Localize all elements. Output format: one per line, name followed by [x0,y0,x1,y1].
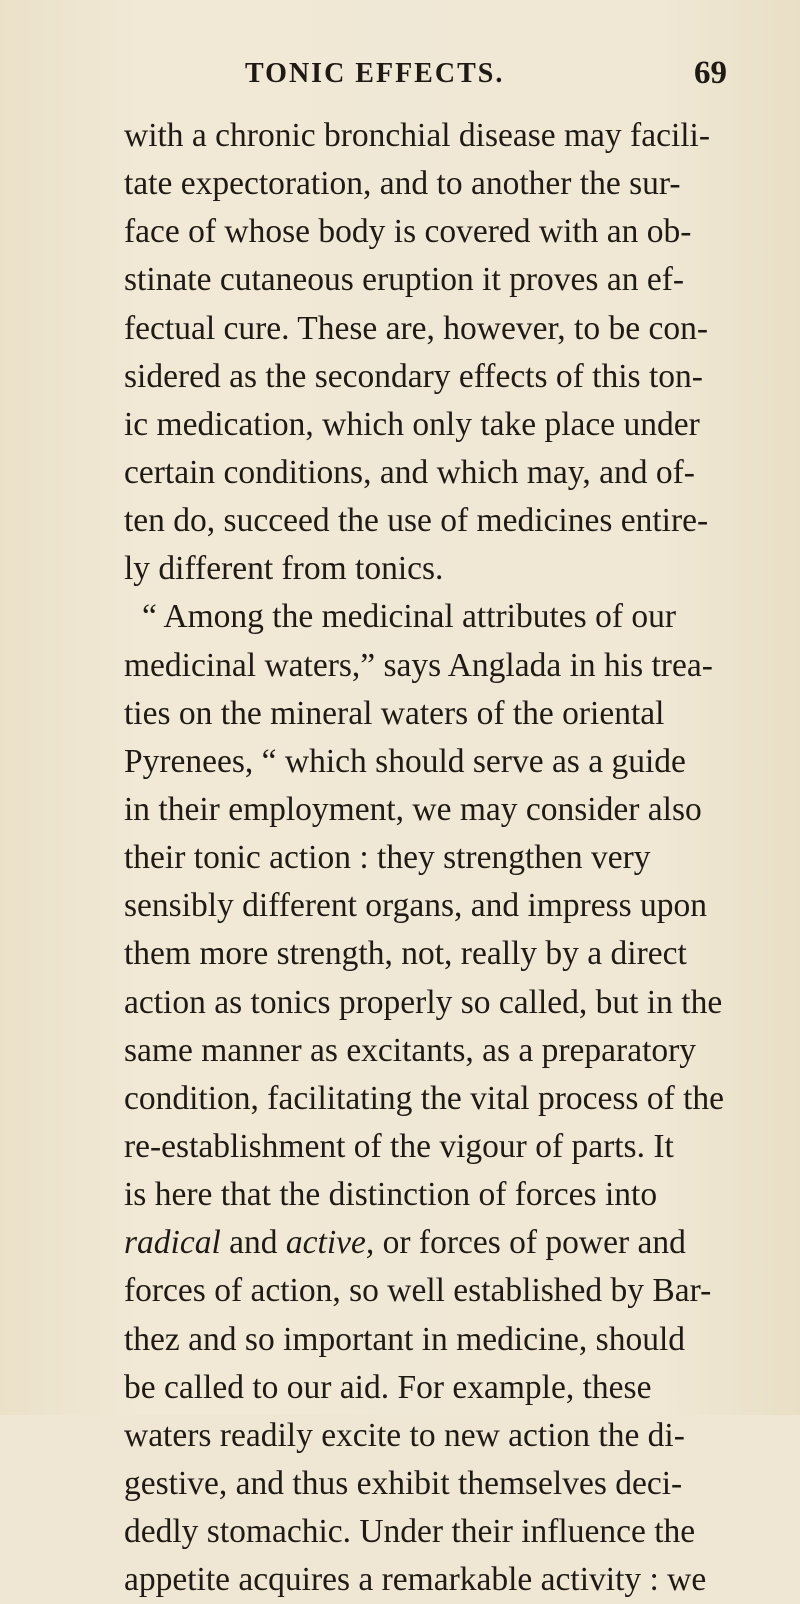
text-line-10-content: ly different from tonics. [124,550,444,588]
text-line-25-content: forces of action, so well established by Bar- [124,1272,712,1310]
text-line-26 [124,1316,746,1364]
text-line-5-content: fectual cure. These are, however, to be con- [124,309,708,347]
text-line-17 [124,882,746,930]
text-line-31 [124,1556,746,1604]
line-24-rest: or forces of power and [374,1224,686,1262]
text-line-5 [124,305,746,353]
text-line-19-content: action as tonics properly so called, but in the [124,983,723,1021]
body-text [124,112,746,1604]
text-line-4-content: stinate cutaneous eruption it proves an ef- [124,261,685,299]
text-line-6-content: sidered as the secondary effects of this ton- [124,357,703,395]
text-line-29 [124,1460,746,1508]
page-number: 69 [694,55,727,91]
text-line-7-content: ic medication, which only take place under [124,405,700,443]
text-line-22-content: re-establishment of the vigour of parts. It [124,1127,674,1165]
text-line-24-content [124,1219,686,1267]
text-line-9-content: ten do, succeed the use of medicines entire- [124,502,709,540]
text-line-30 [124,1508,746,1556]
text-line-4 [124,256,746,304]
text-line-13-content: ties on the mineral waters of the oriental [124,694,665,732]
text-line-23 [124,1171,746,1219]
text-line-28 [124,1412,746,1460]
text-line-9 [124,497,746,545]
text-line-18-content: them more strength, not, really by a direct [124,935,687,973]
text-line-18 [124,930,746,978]
text-line-2 [124,160,746,208]
text-line-20-content: same manner as excitants, as a preparatory [124,1031,697,1069]
text-line-15 [124,786,746,834]
text-line-12 [124,642,746,690]
text-line-25 [124,1267,746,1315]
text-line-12-content: medicinal waters,” says Anglada in his trea- [124,646,713,684]
text-line-27 [124,1364,746,1412]
text-line-26-content: thez and so important in medicine, should [124,1320,686,1358]
text-line-8 [124,449,746,497]
italic-active: active, [285,1224,375,1262]
text-line-31-content: appetite acquires a remarkable activity : we [124,1561,707,1599]
text-line-19 [124,979,746,1027]
italic-radical: radical [124,1224,221,1262]
text-line-11-content: “ Among the medicinal attributes of our [142,598,677,636]
text-line-29-content: gestive, and thus exhibit themselves deci- [124,1464,683,1502]
text-line-6 [124,353,746,401]
text-line-22 [124,1123,746,1171]
text-line-1-content: with a chronic bronchial disease may facili- [124,117,711,154]
text-line-21-content: condition, facilitating the vital process of the [124,1079,725,1117]
text-line-1 [124,112,746,160]
text-line-2-content: tate expectoration, and to another the sur- [124,165,681,203]
text-line-16-content: their tonic action : they strengthen very [124,839,651,877]
text-line-27-content: be called to our aid. For example, these [124,1368,652,1406]
text-line-28-content: waters readily excite to new action the di- [124,1416,685,1454]
text-line-21 [124,1075,746,1123]
text-line-23-content: is here that the distinction of forces into [124,1176,658,1214]
text-line-8-content: certain conditions, and which may, and of- [124,453,695,491]
text-line-11 [124,593,746,641]
text-line-20 [124,1027,746,1075]
text-line-3-content: face of whose body is covered with an ob- [124,213,692,251]
text-line-7 [124,401,746,449]
page-header [0,55,800,98]
text-line-15-content: in their employment, we may consider also [124,790,702,828]
text-line-13 [124,690,746,738]
text-line-14-content: Pyrenees, “ which should serve as a guide [124,742,686,780]
text-line-3 [124,208,746,256]
line-24-mid: and [220,1224,286,1262]
text-line-17-content: sensibly different organs, and impress upon [124,887,708,925]
text-line-30-content: dedly stomachic. Under their influence the [124,1513,696,1551]
text-line-16 [124,834,746,882]
text-line-24 [124,1219,746,1267]
text-line-10 [124,545,746,593]
running-head: TONIC EFFECTS. [245,58,505,89]
text-line-14 [124,738,746,786]
